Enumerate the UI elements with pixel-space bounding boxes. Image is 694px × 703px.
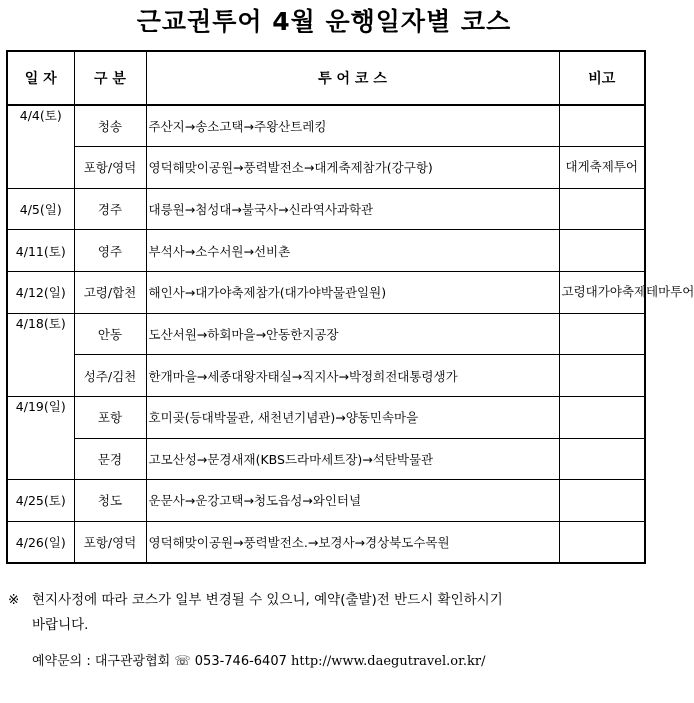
- header-category: 구 분: [74, 51, 146, 105]
- note-cell: 대게축제투어: [559, 147, 645, 189]
- table-row: [7, 521, 645, 563]
- category-cell: 고령/합천: [74, 272, 146, 314]
- page-title: 근교권투어 4월 운행일자별 코스: [136, 7, 512, 36]
- note-cell: [559, 355, 645, 397]
- note-cell: [559, 230, 645, 272]
- note-cell: [559, 313, 645, 355]
- date-cell: 4/12(일): [7, 272, 74, 314]
- date-cell: 4/25(토): [7, 480, 74, 522]
- course-cell: 운문사→운강고택→청도읍성→와인터널: [146, 480, 559, 522]
- schedule-table: [6, 50, 694, 564]
- table-row: [7, 188, 645, 230]
- date-cell: 4/26(일): [7, 521, 74, 563]
- category-cell: 경주: [74, 188, 146, 230]
- category-cell: 청송: [74, 105, 146, 147]
- category-cell: 문경: [74, 438, 146, 480]
- notice-text: [8, 588, 503, 608]
- course-cell: 고모산성→문경새재(KBS드라마세트장)→석탄박물관: [146, 438, 559, 480]
- notice-line-1: 현지사정에 따라 코스가 일부 변경될 수 있으니, 예약(출발)전 반드시 확인하시기: [32, 592, 503, 608]
- note-cell: [559, 105, 645, 147]
- date-cell: 4/11(토): [7, 230, 74, 272]
- category-cell: 안동: [74, 313, 146, 355]
- header-note: 비고: [559, 51, 645, 105]
- course-cell: 호미곶(등대박물관, 새천년기념관)→양동민속마을: [146, 396, 559, 438]
- table-row: [7, 272, 645, 314]
- notice-line-2: 바랍니다.: [32, 617, 89, 633]
- reference-mark-icon: ※: [8, 592, 20, 608]
- note-cell: [559, 396, 645, 438]
- table-header-row: [7, 51, 645, 105]
- table-row: [7, 355, 645, 397]
- header-course: 투 어 코 스: [146, 51, 559, 105]
- note-cell: [559, 480, 645, 522]
- date-cell: 4/19(일): [7, 396, 74, 479]
- date-cell: 4/5(일): [7, 188, 74, 230]
- table-row: [7, 396, 645, 438]
- note-cell: [559, 188, 645, 230]
- category-cell: 청도: [74, 480, 146, 522]
- table-row: [7, 105, 645, 147]
- course-cell: 한개마을→세종대왕자태실→직지사→박정희전대통령생가: [146, 355, 559, 397]
- category-cell: 포항/영덕: [74, 147, 146, 189]
- date-cell: 4/4(토): [7, 105, 74, 188]
- header-date: 일 자: [7, 51, 74, 105]
- table-row: [7, 313, 645, 355]
- category-cell: 성주/김천: [74, 355, 146, 397]
- website-link[interactable]: http://www.daegutravel.or.kr/: [291, 654, 486, 669]
- category-cell: 포항: [74, 396, 146, 438]
- phone-icon: ☏: [174, 654, 191, 669]
- note-cell: [559, 521, 645, 563]
- course-cell: 도산서원→하회마을→안동한지공장: [146, 313, 559, 355]
- course-cell: 영덕해맞이공원→풍력발전소.→보경사→경상북도수목원: [146, 521, 559, 563]
- course-cell: 영덕해맞이공원→풍력발전소→대게축제참가(강구항): [146, 147, 559, 189]
- note-cell: 고령대가야축제테마투어: [559, 272, 645, 314]
- table-row: [7, 230, 645, 272]
- date-cell: 4/18(토): [7, 313, 74, 396]
- contact-info: [32, 650, 485, 669]
- course-cell: 해인사→대가야축제참가(대가야박물관일원): [146, 272, 559, 314]
- note-cell: [559, 438, 645, 480]
- course-cell: 대릉원→첨성대→불국사→신라역사과학관: [146, 188, 559, 230]
- table-row: [7, 438, 645, 480]
- category-cell: 포항/영덕: [74, 521, 146, 563]
- table-row: [7, 147, 645, 189]
- contact-label: 예약문의 : 대구관광협회: [32, 654, 171, 669]
- table-row: [7, 480, 645, 522]
- phone-number: 053-746-6407: [194, 654, 287, 669]
- category-cell: 영주: [74, 230, 146, 272]
- course-cell: 주산지→송소고택→주왕산트레킹: [146, 105, 559, 147]
- course-cell: 부석사→소수서원→선비촌: [146, 230, 559, 272]
